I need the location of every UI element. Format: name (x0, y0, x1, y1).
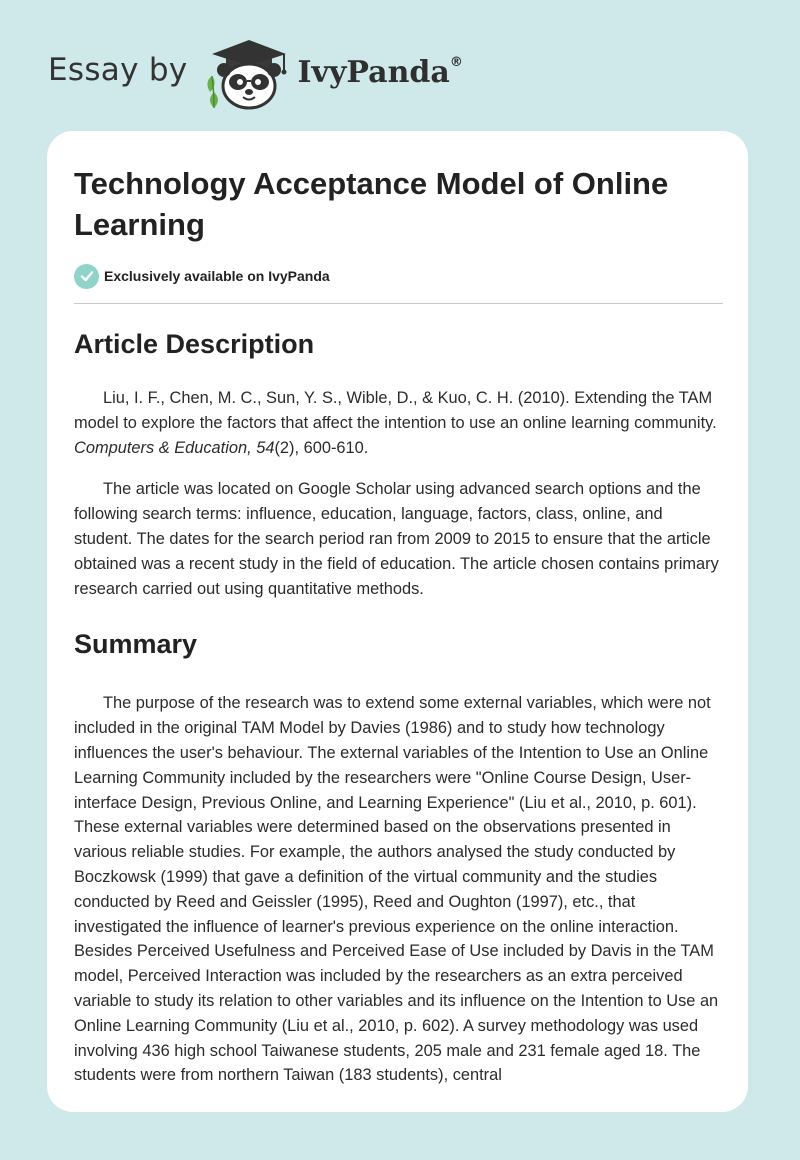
brand-name: IvyPanda® (297, 54, 463, 90)
exclusive-badge-label: Exclusively available on IvyPanda (104, 268, 330, 284)
check-icon (74, 264, 99, 289)
divider (74, 303, 723, 304)
section-heading-summary: Summary (74, 629, 198, 660)
panda-logo-icon (202, 30, 296, 110)
citation-text: Liu, I. F., Chen, M. C., Sun, Y. S., Wible, D., & Kuo, C. H. (2010). Extending the TAM model to explore the factors that affect the intention to use an online learning community. (74, 389, 717, 432)
site-header-brand[interactable] (48, 30, 463, 110)
section-heading-description: Article Description (74, 329, 315, 359)
exclusive-badge (74, 263, 724, 289)
summary-paragraph: The purpose of the research was to extend some external variables, which were not included in the original TAM Model by Davies (1986) and to study how technology influences the user's behaviour. The external variables of the Intention to Use an Online Learning Community included by the researchers were "Online Course Design, User-interface Design, Previous Online, and Learning Experience" (Liu et al., 2010, p. 601). These external variables were determined based on the observations presented in various reliable studies. For example, the authors analysed the study conducted by Boczkowsk (1999) that gave a definition of the virtual community and the studies conducted by Reed and Geissler (1995), Reed and Oughton (1997), etc., that investigated the influence of learner's previous experience on the online interaction. Besides Perceived Usefulness and Perceived Ease of Use included by Davis in the TAM model, Perceived Interaction was included by the researchers as an extra perceived variable to study its relation to other variables and its influence on the Intention to Use an Online Learning Community (Liu et al., 2010, p. 602). A survey methodology was used involving 436 high school Taiwanese students, 205 male and 231 female aged 18. The students were from northern Taiwan (183 students), central (74, 694, 719, 1085)
citation-journal: Computers & Education, 54 (74, 438, 275, 457)
article-title: Technology Acceptance Model of Online Learning (74, 166, 669, 242)
article-body (74, 163, 724, 1088)
article-card (47, 131, 748, 1112)
description-paragraph: The article was located on Google Scholar using advanced search options and the following search terms: influence, education, language, factors, class, online, and student. The dates for the search period ran from 2009 to 2015 to ensure that the article obtained was a recent study in the field of education. The article chosen contains primary research carried out using quantitative methods. (74, 480, 719, 598)
brand-prefix: Essay by (48, 52, 188, 88)
citation-paragraph (74, 386, 724, 460)
citation-issue: (2), 600-610. (274, 438, 369, 457)
